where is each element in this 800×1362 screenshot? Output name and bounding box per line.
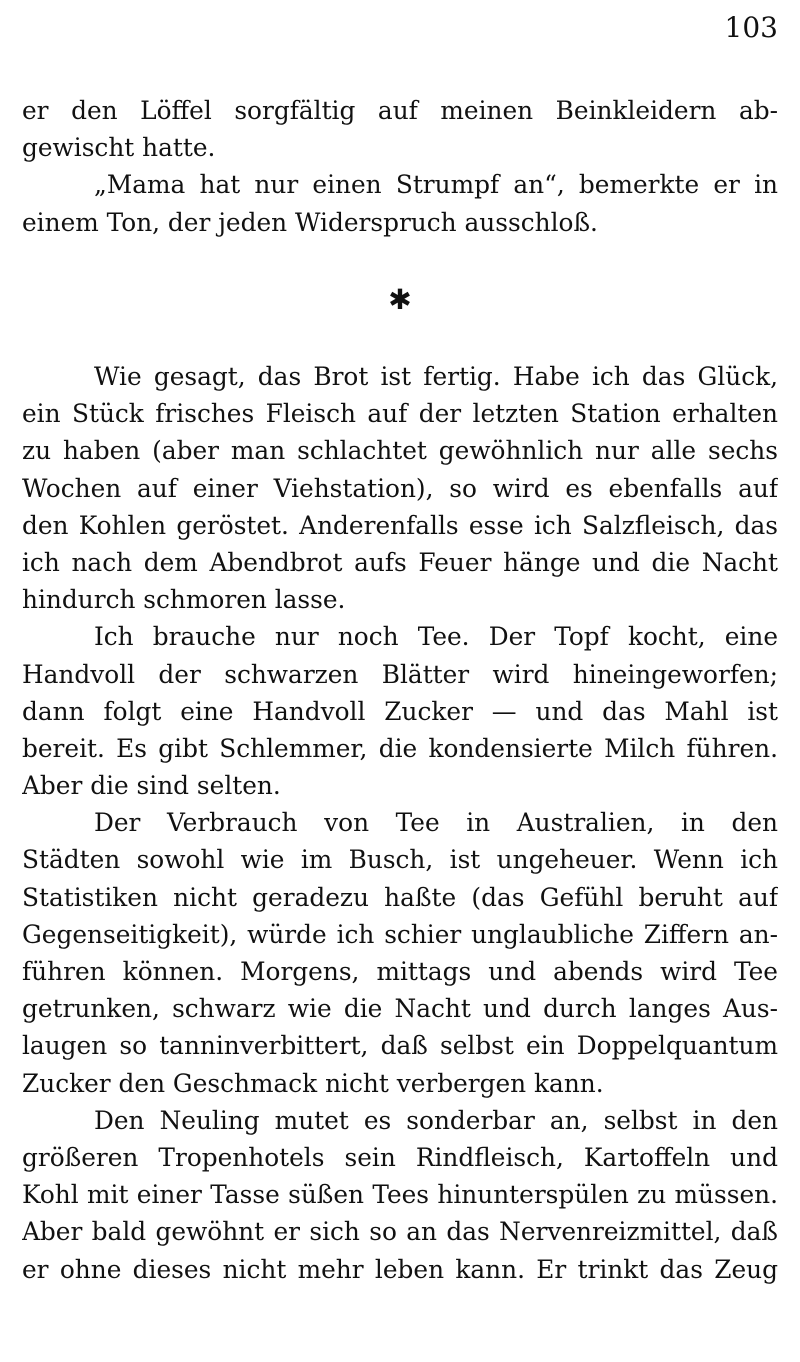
- text-line: ich nach dem Abendbrot aufs Feuer hänge und die Nacht: [22, 547, 778, 577]
- text-line: hindurch schmoren lasse.: [22, 585, 346, 615]
- text-line: Wie gesagt, das Brot ist fertig. Habe ich das Glück,: [94, 362, 778, 391]
- text-line: „Mama hat nur einen Strumpf an“, bemerkte er in: [94, 170, 778, 200]
- text-line: Der Verbrauch von Tee in Australien, in den: [94, 808, 778, 838]
- text-line: Ich brauche nur noch Tee. Der Topf kocht, eine: [94, 622, 778, 652]
- text-block-main: [22, 358, 778, 1288]
- text-line: den Kohlen geröstet. Anderenfalls esse ich Salzfleisch, das: [22, 510, 778, 540]
- text-line: Aber bald gewöhnt er sich so an das Nervenreizmittel, daß: [22, 1217, 778, 1247]
- text-block-top: [22, 92, 778, 241]
- text-line: Städten sowohl wie im Busch, ist ungeheuer. Wenn ich: [22, 845, 778, 875]
- text-line: Gegenseitigkeit), würde ich schier unglaubliche Ziffern an-: [22, 919, 778, 949]
- text-line: zu haben (aber man schlachtet gewöhnlich nur alle sechs: [22, 436, 778, 466]
- text-line: laugen so tanninverbittert, daß selbst ein Doppelquantum: [22, 1031, 778, 1061]
- text-line: Kohl mit einer Tasse süßen Tees hinunterspülen zu müssen.: [22, 1180, 778, 1210]
- text-line: führen können. Morgens, mittags und abends wird Tee: [22, 957, 778, 986]
- text-line: Zucker den Geschmack nicht verbergen kann.: [22, 1068, 604, 1098]
- text-line: Aber die sind selten.: [22, 771, 281, 801]
- section-separator-asterisk: ✱: [388, 283, 412, 316]
- text-line: bereit. Es gibt Schlemmer, die kondensierte Milch führen.: [22, 733, 778, 763]
- text-line: gewischt hatte.: [22, 133, 216, 163]
- text-line: größeren Tropenhotels sein Rindfleisch, Kartoffeln und: [22, 1142, 778, 1172]
- text-line: einem Ton, der jeden Widerspruch ausschloß.: [22, 207, 598, 237]
- text-line: Statistiken nicht geradezu haßte (das Gefühl beruht auf: [22, 882, 778, 912]
- text-line: Den Neuling mutet es sonderbar an, selbst in den: [94, 1105, 778, 1135]
- text-line: dann folgt eine Handvoll Zucker — und das Mahl ist: [22, 696, 778, 726]
- text-line: Wochen auf einer Viehstation), so wird es ebenfalls auf: [22, 473, 778, 503]
- text-line: er den Löffel sorgfältig auf meinen Beinkleidern ab-: [22, 96, 778, 125]
- text-line: ein Stück frisches Fleisch auf der letzten Station erhalten: [22, 399, 778, 429]
- text-line: getrunken, schwarz wie die Nacht und durch langes Aus-: [22, 994, 778, 1024]
- text-line: er ohne dieses nicht mehr leben kann. Er trinkt das Zeug: [22, 1254, 778, 1284]
- text-line: Handvoll der schwarzen Blätter wird hineingeworfen;: [22, 659, 778, 689]
- page-number: 103: [724, 11, 778, 44]
